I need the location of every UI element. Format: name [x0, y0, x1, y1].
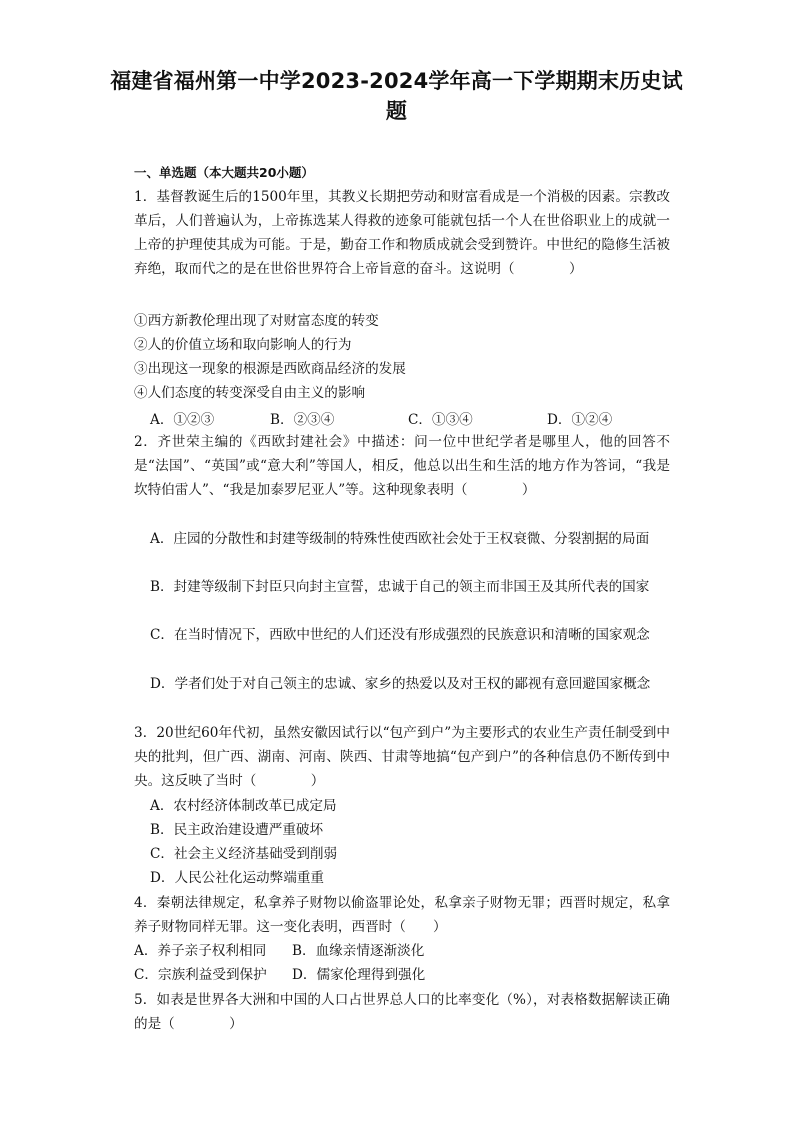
question-1-statement-1: ①西方新教伦理出现了对财富态度的转变	[134, 313, 379, 329]
question-4-option-a[interactable]: A．养子亲子权利相同	[134, 943, 267, 959]
question-2-option-a[interactable]: A．庄园的分散性和封建等级制的特殊性使西欧社会处于王权衰微、分裂割据的局面	[150, 531, 650, 547]
question-3-option-a[interactable]: A．农村经济体制改革已成定局	[150, 798, 337, 814]
question-2-option-c[interactable]: C．在当时情况下，西欧中世纪的人们还没有形成强烈的民族意识和清晰的国家观念	[150, 627, 650, 643]
question-1-stem: 1．基督教诞生后的1500年里，其教义长期把劳动和财富看成是一个消极的因素。宗教改革后，人们普遍认为，上帝拣选某人得救的迹象可能就包括一个人在世俗职业上的成就一上帝的护理使其成为可能。于是，勤奋工作和物质成就会受到赞许。中世纪的隐修生活被弃绝，取而代之的是在世俗世界符合上帝旨意的奋斗。这说明（ ）	[134, 189, 670, 277]
question-4-option-d[interactable]: D．儒家伦理得到强化	[292, 967, 426, 983]
question-1-statement-2: ②人的价值立场和取向影响人的行为	[134, 337, 352, 353]
section-heading: 一、单选题（本大题共20小题）	[134, 165, 314, 180]
question-4-stem: 4．秦朝法律规定，私拿养子财物以偷盗罪论处，私拿亲子财物无罪；西晋时规定，私拿养子财物同样无罪。这一变化表明，西晋时（ ）	[134, 895, 670, 935]
question-3-stem: 3．20世纪60年代初，虽然安徽因试行以“包产到户”为主要形式的农业生产责任制受到中央的批判，但广西、湖南、河南、陕西、甘肃等地搞“包产到户”的各种信息仍不断传到中央。这反映了当时（ ）	[134, 725, 670, 789]
question-1-option-c[interactable]: C．①③④	[408, 412, 473, 428]
question-4-option-b[interactable]: B．血缘亲情逐渐淡化	[292, 943, 425, 959]
question-1-statement-4: ④人们态度的转变深受自由主义的影响	[134, 385, 366, 401]
question-1-option-b[interactable]: B．②③④	[270, 412, 335, 428]
question-2-option-b[interactable]: B．封建等级制下封臣只向封主宣誓，忠诚于自己的领主而非国王及其所代表的国家	[150, 579, 650, 595]
document-title: 福建省福州第一中学2023-2024学年高一下学期期末历史试题	[110, 69, 683, 123]
question-5-stem: 5．如表是世界各大洲和中国的人口占世界总人口的比率变化（%），对表格数据解读正确的是（ ）	[134, 992, 670, 1032]
question-2-option-d[interactable]: D．学者们处于对自己领主的忠诚、家乡的热爱以及对王权的鄙视有意回避国家概念	[150, 676, 651, 692]
question-4-option-c[interactable]: C．宗族利益受到保护	[134, 967, 267, 983]
question-1-option-a[interactable]: A．①②③	[150, 412, 215, 428]
question-3-option-b[interactable]: B．民主政治建设遭严重破坏	[150, 822, 324, 838]
question-3-option-c[interactable]: C．社会主义经济基础受到削弱	[150, 846, 338, 862]
question-1-option-d[interactable]: D．①②④	[547, 412, 613, 428]
question-3-option-d[interactable]: D．人民公社化运动弊端重重	[150, 870, 325, 886]
question-2-stem: 2．齐世荣主编的《西欧封建社会》中描述：问一位中世纪学者是哪里人，他的回答不是“法国”、“英国”或“意大利”等国人，相反，他总以出生和生活的地方作为答词，“我是坎特伯雷人”、“我是加泰罗尼亚人”等。这种现象表明（ ）	[134, 434, 670, 498]
question-1-statement-3: ③出现这一现象的根源是西欧商品经济的发展	[134, 361, 406, 377]
